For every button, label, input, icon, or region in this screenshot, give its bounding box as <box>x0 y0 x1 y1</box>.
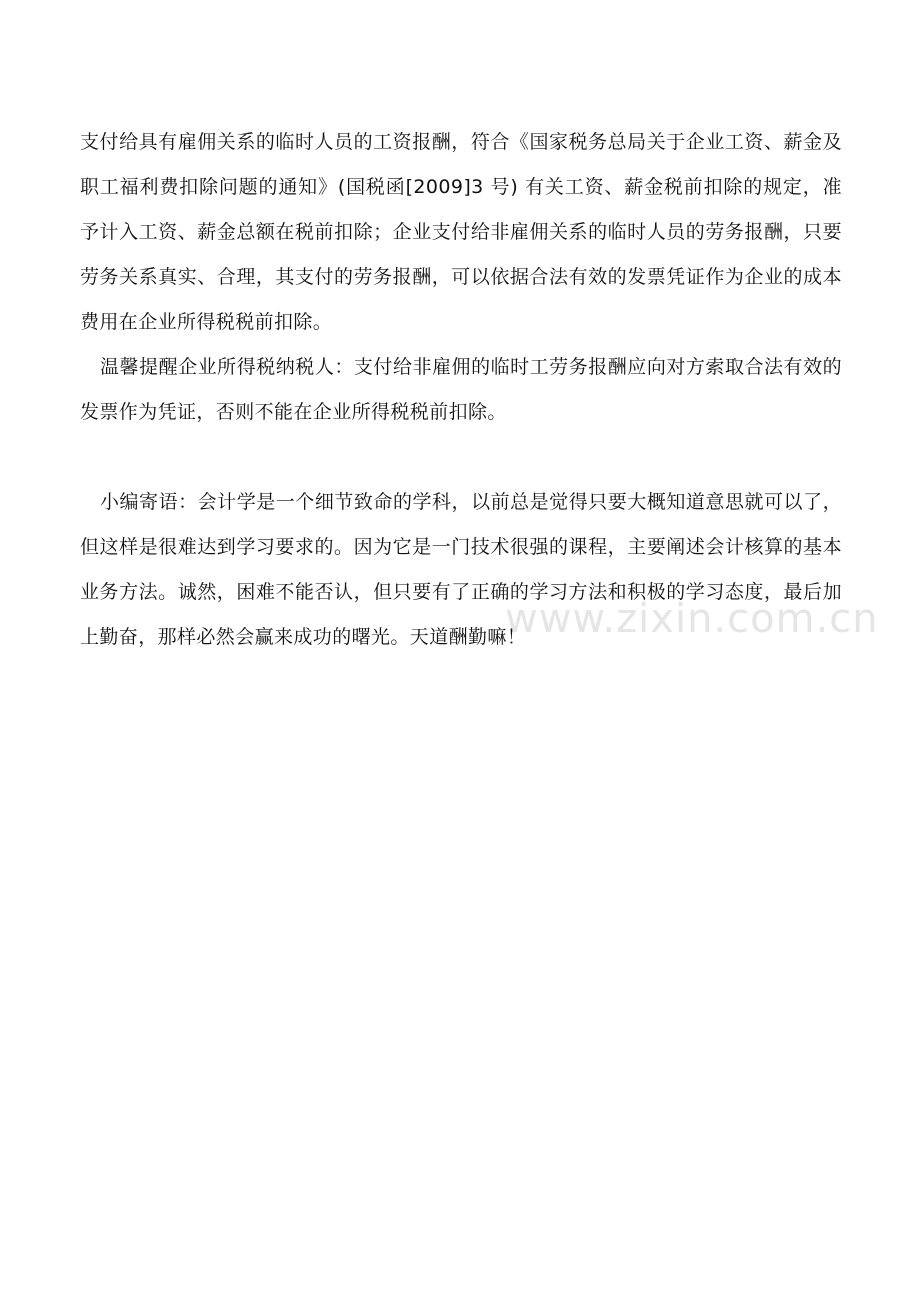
paragraph-editor-note: 小编寄语：会计学是一个细节致命的学科，以前总是觉得只要大概知道意思就可以了，但这样是很难达到学习要求的。因为它是一门技术很强的课程，主要阐述会计核算的基本业务方法。诚然，困难不能否认，但只要有了正确的学习方法和积极的学习态度，最后加上勤奋，那样必然会赢来成功的曙光。天道酬勤嘛！ <box>80 491 842 648</box>
paragraph-spacer <box>80 435 842 480</box>
document-body <box>80 120 842 660</box>
paragraph-tax-deduction: 支付给具有雇佣关系的临时人员的工资报酬，符合《国家税务总局关于企业工资、薪金及职工福利费扣除问题的通知》(国税函[2009]3 号) 有关工资、薪金税前扣除的规定，准予计入工资、薪金总额在税前扣除；企业支付给非雇佣关系的临时人员的劳务报酬，只要劳务关系真实、合理，其支付的劳务报酬，可以依据合法有效的发票凭证作为企业的成本费用在企业所得税税前扣除。 <box>80 131 842 333</box>
paragraph-reminder: 温馨提醒企业所得税纳税人：支付给非雇佣的临时工劳务报酬应向对方索取合法有效的发票作为凭证，否则不能在企业所得税税前扣除。 <box>80 356 842 423</box>
watermark: www.zixin.com.cn <box>505 596 879 642</box>
